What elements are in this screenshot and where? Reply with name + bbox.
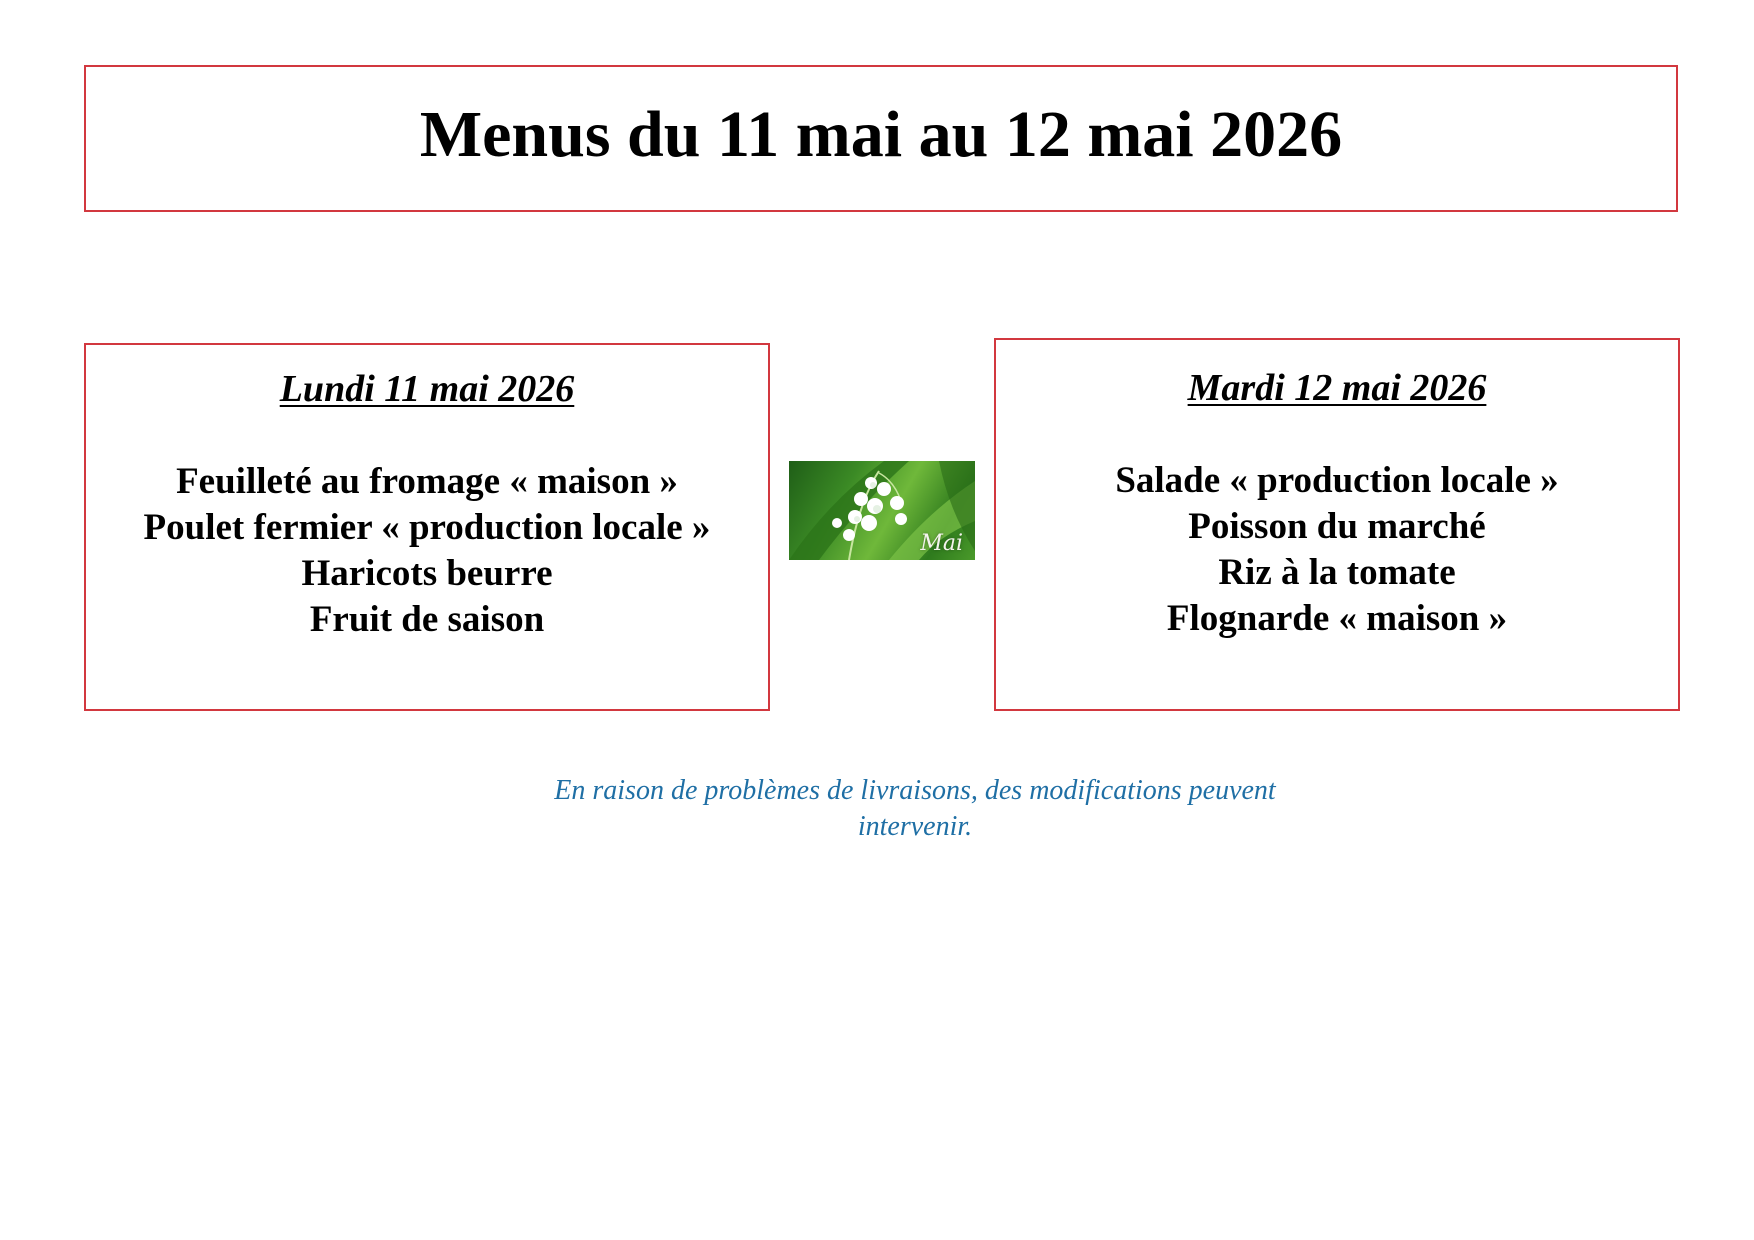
menu-card-monday (84, 343, 770, 711)
title-box (84, 65, 1678, 212)
dish-item: Poisson du marché (1188, 506, 1486, 547)
dish-item: Poulet fermier « production locale » (143, 507, 711, 548)
day-heading: Lundi 11 mai 2026 (279, 368, 575, 410)
dish-list (86, 459, 768, 643)
dish-item: Salade « production locale » (1115, 460, 1559, 501)
notice-line: En raison de problèmes de livraisons, des modifications peuvent (554, 775, 1276, 806)
dish-item: Riz à la tomate (1218, 552, 1456, 593)
dish-list (996, 458, 1678, 642)
day-heading: Mardi 12 mai 2026 (1187, 367, 1487, 409)
dish-item: Flognarde « maison » (1166, 598, 1508, 639)
dish-item: Feuilleté au fromage « maison » (176, 461, 678, 502)
dish-item: Fruit de saison (309, 599, 545, 640)
menu-card-tuesday (994, 338, 1680, 711)
image-caption: Mai (920, 531, 963, 556)
delivery-notice (0, 773, 1754, 845)
notice-line: intervenir. (857, 811, 973, 842)
page-title: Menus du 11 mai au 12 mai 2026 (419, 97, 1343, 171)
dish-item: Haricots beurre (301, 553, 553, 594)
lily-of-the-valley-image (789, 461, 975, 560)
